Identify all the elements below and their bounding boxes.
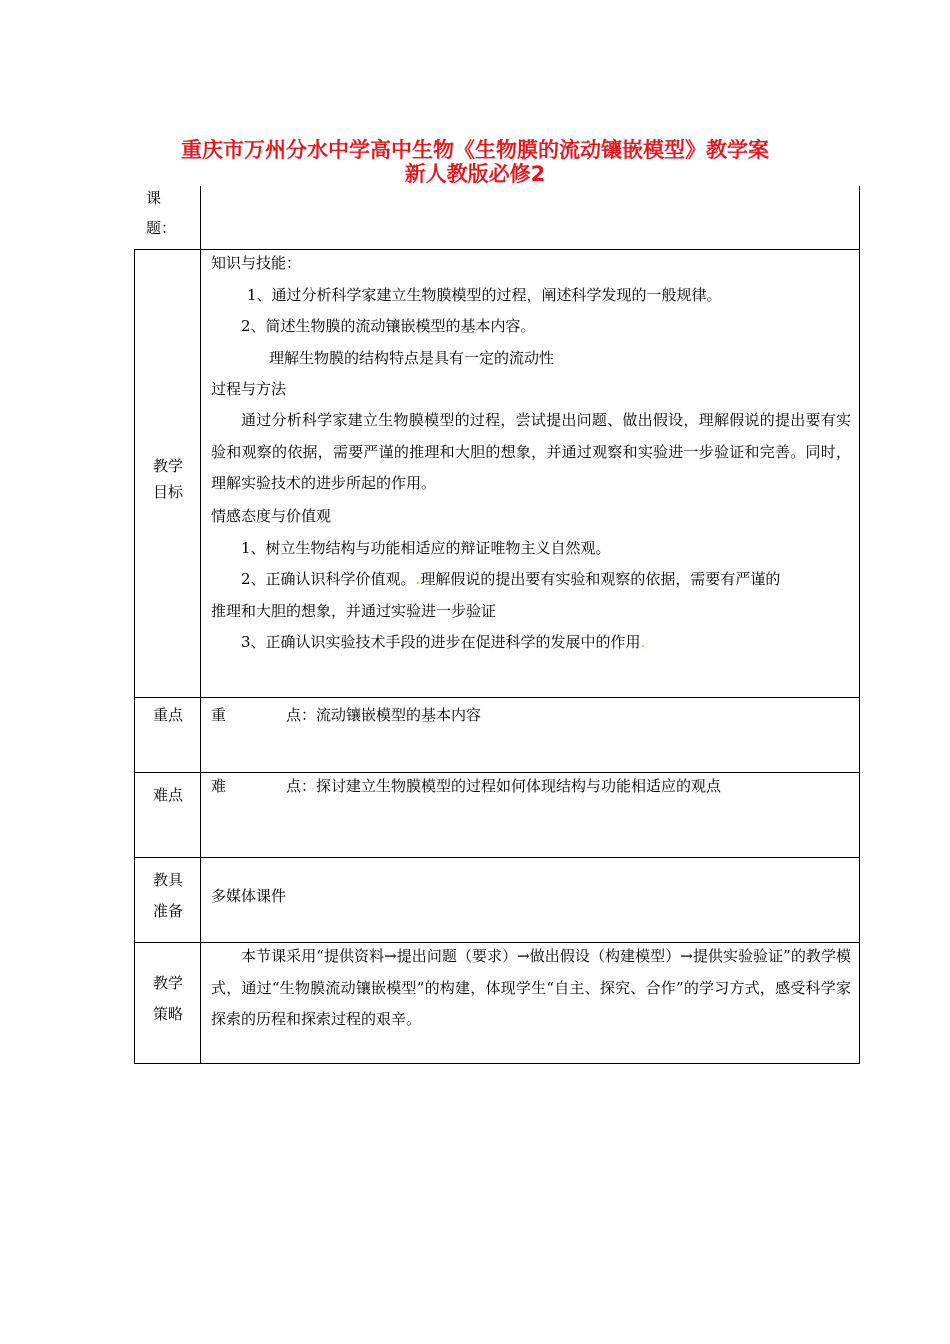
row-divider	[134, 857, 860, 858]
tools-text: 多媒体课件	[211, 887, 287, 905]
strategy-label-1: 教学	[152, 974, 183, 992]
objectives-label-2: 目标	[152, 483, 183, 501]
difficulty-label: 难点	[152, 786, 183, 804]
document-title-line-1: 重庆市万州分水中学高中生物《生物膜的流动镶嵌模型》教学案	[181, 138, 769, 162]
attitude-content	[211, 501, 851, 659]
attitude-item-2	[211, 564, 851, 596]
keti-label-2: 题：	[146, 219, 177, 237]
mark-dot: .	[415, 570, 421, 588]
attitude-item-3-text: 3、正确认识实验技术手段的进步在促进科学的发展中的作用	[241, 633, 641, 651]
tools-label-1: 教具	[152, 871, 183, 889]
objectives-content	[211, 248, 851, 406]
row-divider	[134, 697, 860, 698]
mark-dot: .	[640, 633, 646, 651]
document-title-line-2: 新人教版必修2	[404, 162, 546, 186]
attitude-item-2-part-1: 2、正确认识科学价值观。	[241, 570, 416, 588]
process-text: 通过分析科学家建立生物膜模型的过程，尝试提出问题、做出假设，理解假说的提出要有实验和观察的依据，需要严谨的推理和大胆的想象，并通过观察和实验进一步验证和完善。同时，理解实验技术的进步所起的作用。	[211, 411, 851, 492]
key-point-text: 点：流动镶嵌模型的基本内容	[286, 706, 482, 724]
keti-label-1: 课	[146, 189, 162, 207]
knowledge-item-2: 2、简述生物膜的流动镶嵌模型的基本内容。	[241, 317, 536, 335]
knowledge-item-3: 理解生物膜的结构特点是具有一定的流动性	[269, 348, 555, 367]
objectives-label-1: 教学	[152, 457, 183, 475]
difficulty-prefix: 难	[211, 777, 227, 795]
attitude-item-1: 1、树立生物结构与功能相适应的辩证唯物主义自然观。	[241, 538, 611, 557]
attitude-item-2-cont: 推理和大胆的想象，并通过实验进一步验证	[211, 601, 497, 620]
attitude-item-2-part-2: 理解假说的提出要有实验和观察的依据，需要有严谨的	[420, 570, 781, 588]
key-point-prefix: 重	[211, 706, 227, 724]
table-column-divider	[200, 186, 201, 1064]
process-heading: 过程与方法	[211, 380, 287, 398]
attitude-item-3	[211, 627, 851, 659]
knowledge-heading: 知识与技能：	[211, 254, 302, 272]
strategy-text: 本节课采用“提供资料→提出问题（要求）→做出假设（构建模型）→提供实验验证”的教学模式，通过“生物膜流动镶嵌模型”的构建，体现学生“自主、探究、合作”的学习方式，感受科学家探索的历程和探索过程的艰辛。	[211, 947, 851, 1028]
tools-label-2: 准备	[152, 902, 183, 920]
row-divider	[134, 772, 860, 773]
attitude-heading: 情感态度与价值观	[211, 507, 332, 525]
table-border-bottom	[134, 1063, 860, 1064]
knowledge-item-1: 1、通过分析科学家建立生物膜模型的过程，阐述科学发现的一般规律。	[247, 285, 722, 304]
difficulty-text: 点：探讨建立生物膜模型的过程如何体现结构与功能相适应的观点	[286, 777, 722, 795]
key-point-label: 重点	[152, 706, 183, 724]
strategy-label-2: 策略	[152, 1005, 183, 1023]
table-border-right	[859, 186, 860, 1064]
